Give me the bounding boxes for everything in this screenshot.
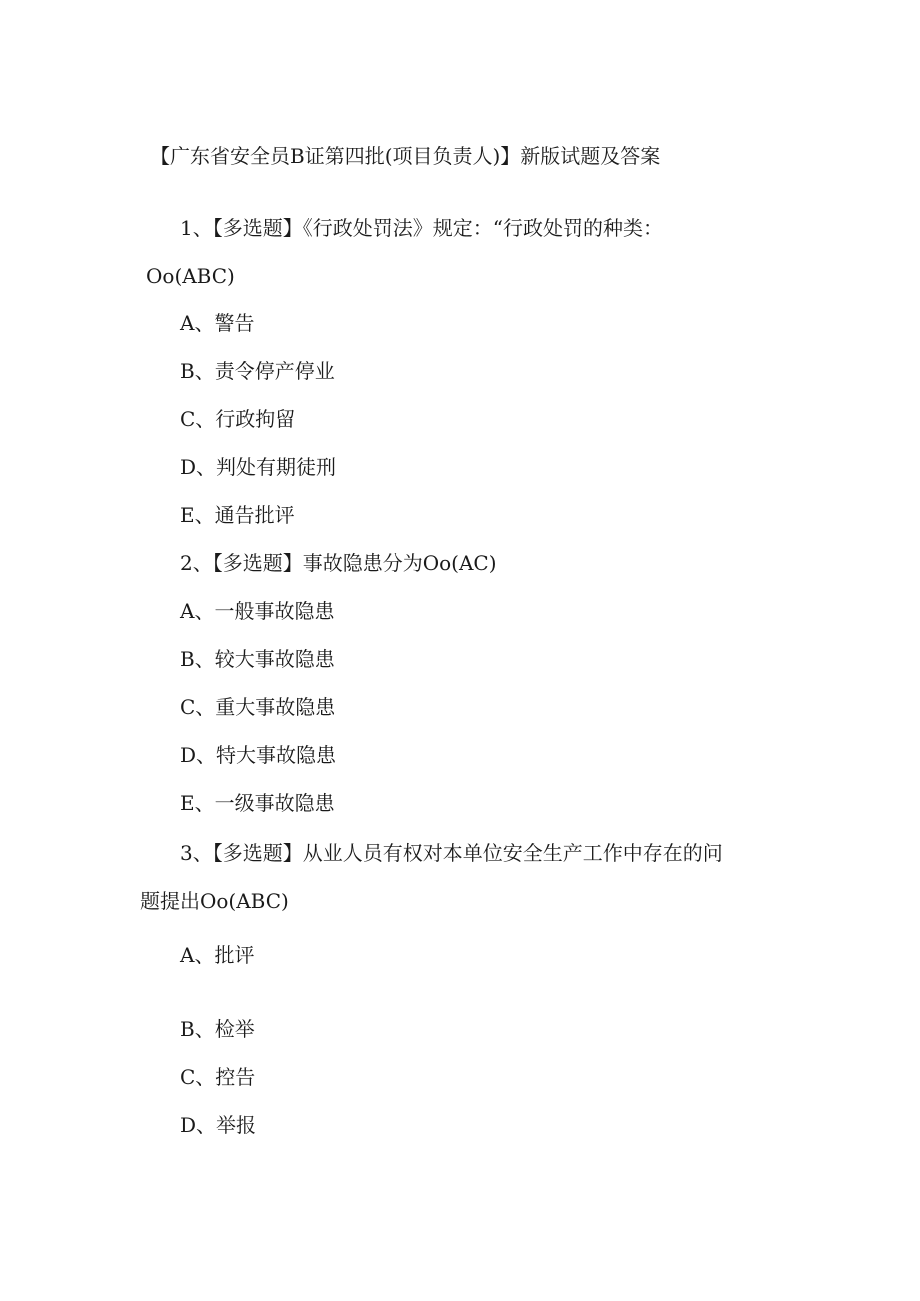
question-1-option-a: A、警告 (180, 311, 255, 335)
question-2-option-c: C、重大事故隐患 (180, 695, 336, 719)
question-1-option-b: B、责令停产停业 (180, 359, 335, 383)
question-3-option-d: D、举报 (180, 1113, 257, 1137)
question-1-stem-continued: Oo(ABC) (146, 264, 235, 288)
question-3-option-b: B、检举 (180, 1017, 255, 1041)
question-2-option-a: A、一般事故隐患 (180, 599, 335, 623)
question-3-option-a: A、批评 (180, 943, 255, 967)
question-2-option-b: B、较大事故隐患 (180, 647, 335, 671)
question-3-stem-continued: 题提出Oo(ABC) (140, 889, 289, 913)
document-title: 【广东省安全员B证第四批(项目负责人)】新版试题及答案 (150, 144, 661, 168)
question-3-stem: 3、【多选题】从业人员有权对本单位安全生产工作中存在的问 (180, 841, 723, 865)
question-1-option-e: E、通告批评 (180, 503, 295, 527)
question-2-option-e: E、一级事故隐患 (180, 791, 335, 815)
question-2-stem: 2、【多选题】事故隐患分为Oo(AC) (180, 551, 497, 575)
question-1-stem: 1、【多选题】《行政处罚法》规定：“行政处罚的种类： (180, 216, 663, 240)
question-1-option-c: C、行政拘留 (180, 407, 296, 431)
question-2-option-d: D、特大事故隐患 (180, 743, 337, 767)
question-1-option-d: D、判处有期徒刑 (180, 455, 337, 479)
question-3-option-c: C、控告 (180, 1065, 256, 1089)
